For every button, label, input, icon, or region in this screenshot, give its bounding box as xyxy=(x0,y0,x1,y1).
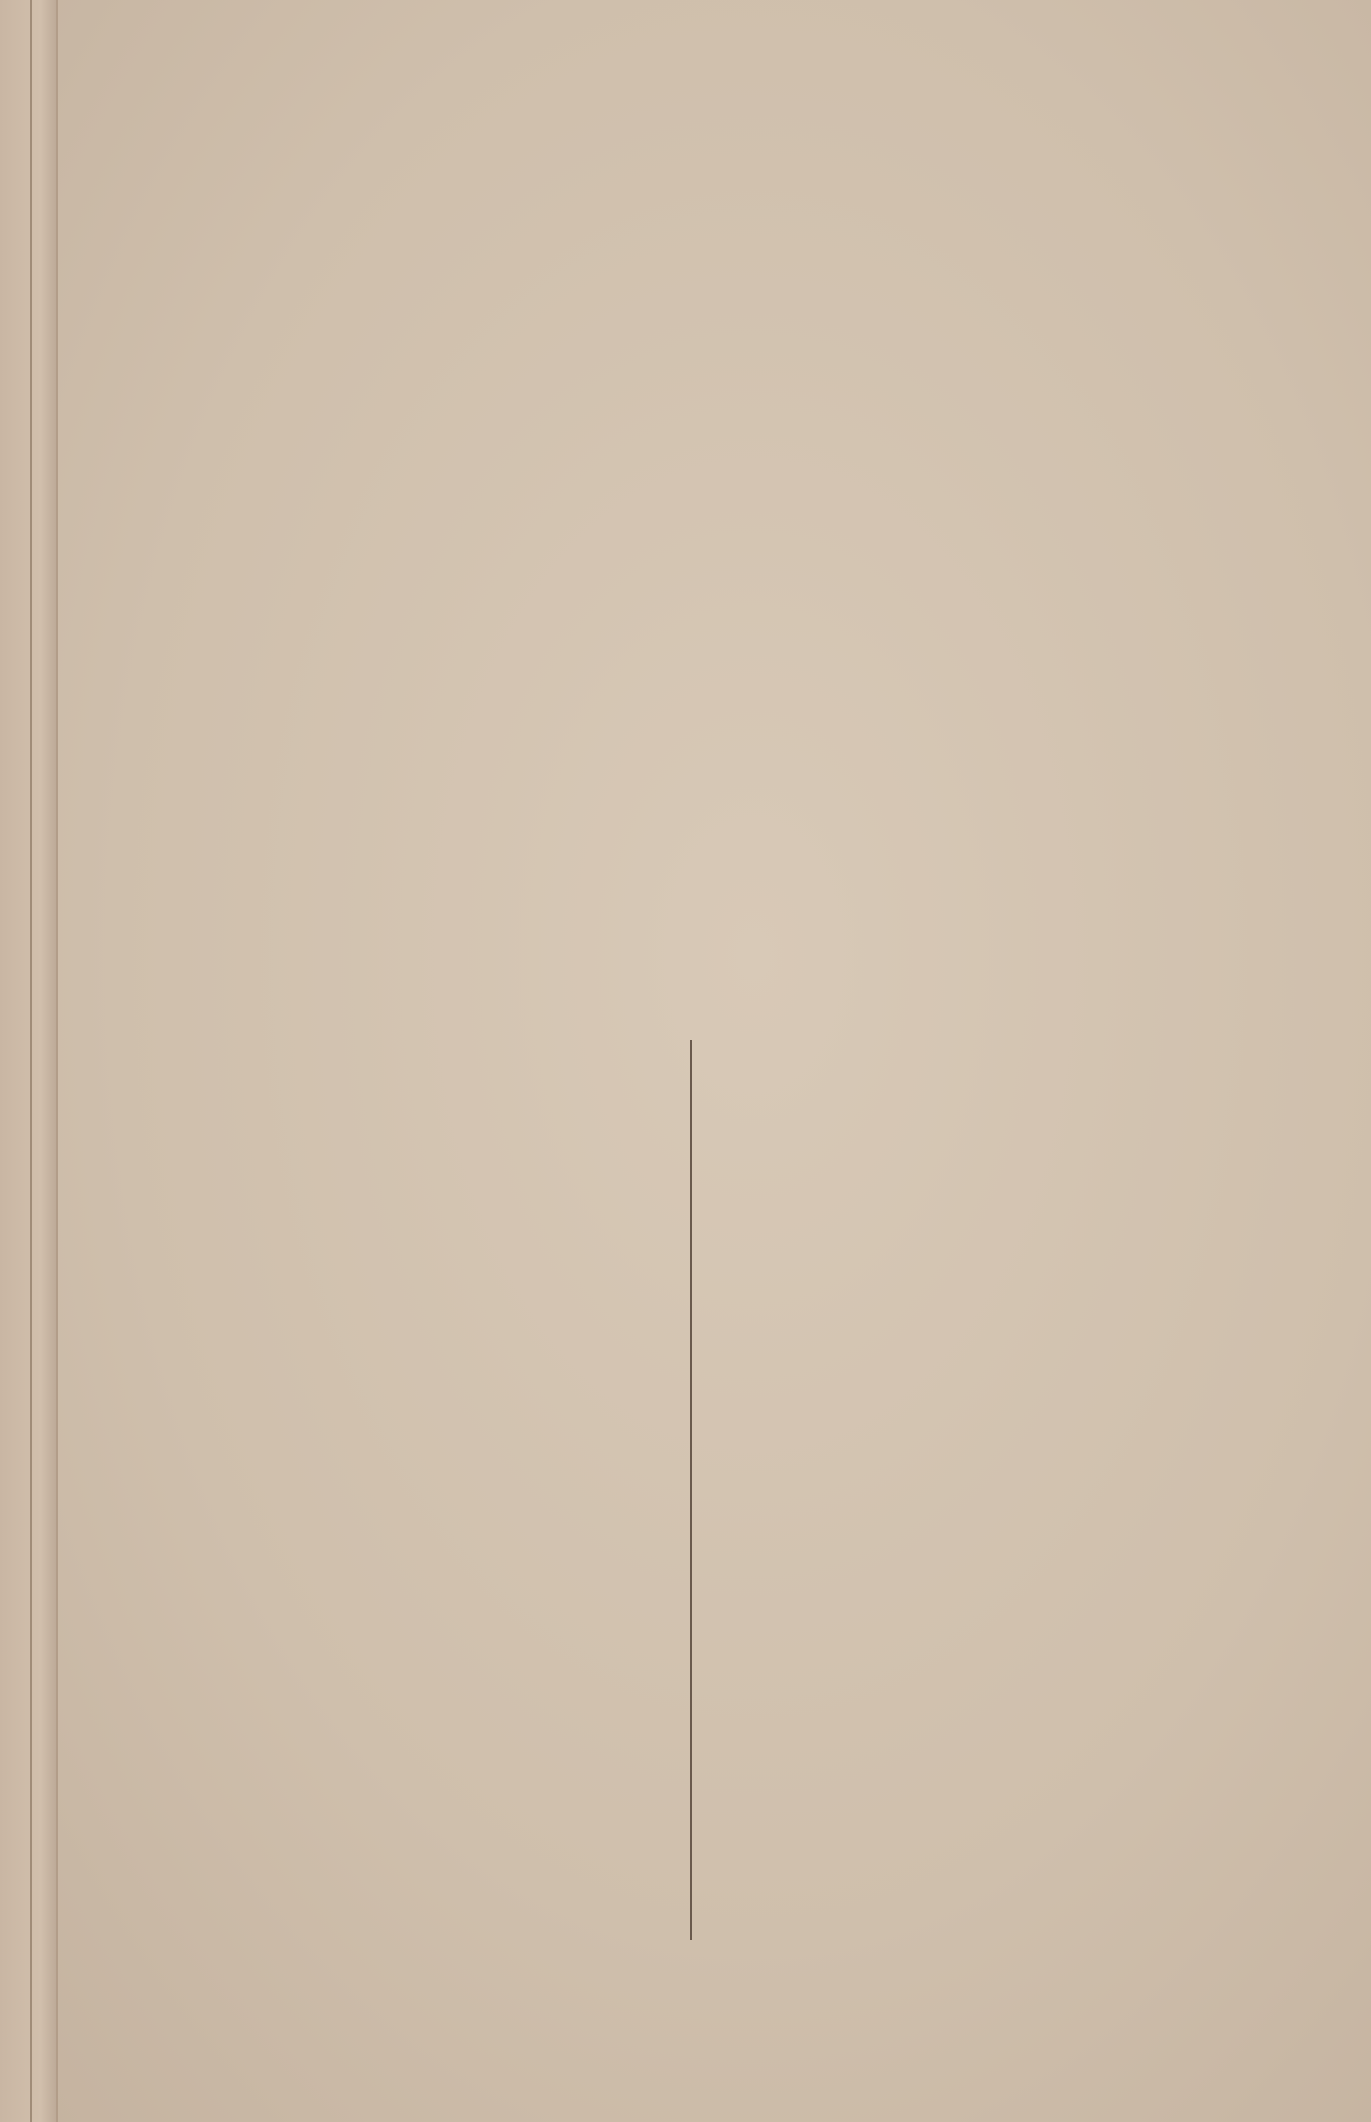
binding-line xyxy=(30,0,32,2122)
index-right-column xyxy=(694,1022,1264,1035)
binding-line xyxy=(56,0,58,2122)
page-title xyxy=(0,149,1171,167)
index-left-column xyxy=(116,1022,676,1035)
column-divider xyxy=(690,1040,692,1940)
index-top-entries xyxy=(80,204,1220,230)
book-binding xyxy=(0,0,58,2122)
